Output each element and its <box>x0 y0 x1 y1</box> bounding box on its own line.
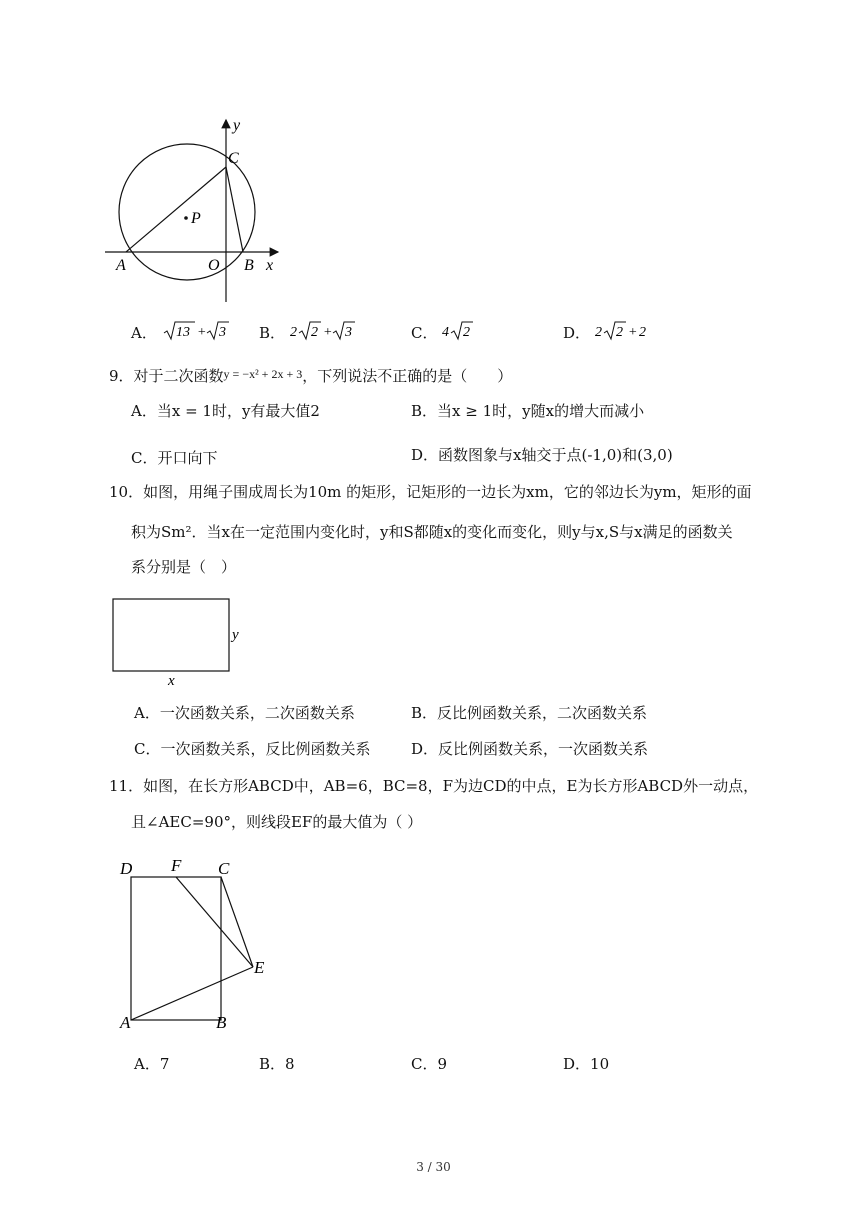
label-b: B <box>244 257 254 274</box>
option-letter: D． <box>563 1055 591 1073</box>
q10-line-1: 10．如图，用绳子围成周长为10m 的矩形，记矩形的一边长为xm，它的邻边长为ym，矩形的面 <box>109 483 752 501</box>
option-text: 反比例函数关系，二次函数关系 <box>437 704 648 722</box>
q10-option-a <box>134 703 355 723</box>
option-text: 10 <box>590 1055 610 1073</box>
q10-option-c <box>134 739 371 759</box>
q11-option-a <box>134 1054 169 1074</box>
option-letter: B． <box>259 1055 286 1073</box>
option-letter: D． <box>411 446 439 464</box>
option-letter: B． <box>259 324 286 342</box>
option-text: 反比例函数关系，一次函数关系 <box>438 740 649 758</box>
svg-text:2: 2 <box>615 325 623 340</box>
option-letter: A． <box>131 324 157 342</box>
svg-text:3: 3 <box>344 325 352 340</box>
q9-option-d <box>411 445 673 465</box>
center-point-p <box>184 216 188 220</box>
svg-text:+: + <box>322 325 333 340</box>
q9-stem <box>109 364 512 386</box>
rectangle <box>113 599 229 671</box>
q8-option-d <box>563 320 655 343</box>
q8-option-a <box>131 320 234 343</box>
q11-line-2: 且∠AEC=90°，则线段EF的最大值为（ ） <box>131 813 423 831</box>
option-letter: B． <box>411 402 438 420</box>
option-letter: D． <box>563 324 591 342</box>
q8-option-c-formula <box>442 320 482 342</box>
label-c: C <box>218 859 230 878</box>
q8-option-b-formula <box>290 320 360 342</box>
label-e: E <box>254 958 265 977</box>
svg-text:2: 2 <box>289 325 297 340</box>
q11-option-d <box>563 1054 609 1074</box>
q8-option-b <box>259 320 360 343</box>
label-a: A <box>116 257 126 274</box>
label-x: x <box>266 257 274 274</box>
label-b: B <box>216 1013 227 1032</box>
segment-ce <box>221 877 253 967</box>
option-letter: D． <box>411 740 439 758</box>
option-text: 开口向下 <box>157 449 218 467</box>
q9-option-a <box>131 401 320 421</box>
label-y: y <box>232 627 239 643</box>
label-y: y <box>233 117 241 134</box>
option-letter: C． <box>134 740 161 758</box>
label-p: P <box>191 210 201 227</box>
q8-figure <box>100 112 290 304</box>
q9-option-b <box>411 401 644 421</box>
label-d: D <box>120 859 133 878</box>
svg-text:3: 3 <box>218 325 226 340</box>
svg-text:4: 4 <box>442 325 450 340</box>
q10-option-d <box>411 739 648 759</box>
option-letter: A． <box>134 1055 160 1073</box>
label-o: O <box>208 257 220 274</box>
segment-ac <box>126 167 226 252</box>
segment-cb <box>226 167 243 252</box>
rectangle-abcd <box>131 877 221 1020</box>
q9-option-c <box>131 448 218 468</box>
option-letter: A． <box>131 402 157 420</box>
option-letter: B． <box>411 704 438 722</box>
option-text: 当x = 1时，y有最大值2 <box>156 402 320 420</box>
q8-option-d-formula <box>595 320 655 342</box>
segment-fe <box>176 877 253 967</box>
q11-line-1: 11．如图，在长方形ABCD中，AB=6，BC=8，F为边CD的中点，E为长方形ABCD外一动点， <box>109 777 759 795</box>
q10-line-3: 系分别是（ ） <box>131 558 237 576</box>
q11-option-c <box>411 1054 447 1074</box>
label-x: x <box>168 673 175 688</box>
label-a: A <box>120 1013 131 1032</box>
q10-line-2: 积为Sm²．当x在一定范围内变化时，y和S都随x的变化而变化，则y与x,S与x满足的函数关 <box>131 523 733 541</box>
svg-text:2: 2 <box>463 325 471 340</box>
option-letter: A． <box>134 704 160 722</box>
q9-suffix: ，下列说法不正确的是（ ） <box>302 367 513 385</box>
option-text: 一次函数关系，二次函数关系 <box>159 704 355 722</box>
svg-text:2: 2 <box>594 325 602 340</box>
svg-text:+: + <box>627 325 638 340</box>
q9-prefix: 9．对于二次函数 <box>109 367 224 385</box>
q11-option-b <box>259 1054 295 1074</box>
option-text: 9 <box>437 1055 448 1073</box>
svg-text:2: 2 <box>638 325 646 340</box>
label-f: F <box>171 856 182 875</box>
q8-option-a-formula <box>162 320 234 342</box>
option-letter: C． <box>131 449 158 467</box>
option-letter: C． <box>411 1055 438 1073</box>
option-text: 8 <box>285 1055 295 1073</box>
option-text: 7 <box>159 1055 170 1073</box>
svg-text:13: 13 <box>175 325 190 340</box>
label-c: C <box>228 150 239 167</box>
segment-ae <box>131 967 253 1020</box>
q10-option-b <box>411 703 647 723</box>
q10-figure <box>105 592 255 688</box>
q9-formula: y = −x² + 2x + 3 <box>223 367 303 381</box>
svg-text:+: + <box>196 325 207 340</box>
page-number: 3 / 30 <box>416 1160 451 1174</box>
q11-figure <box>112 852 282 1034</box>
option-text: 一次函数关系，反比例函数关系 <box>160 740 371 758</box>
option-text: 当x ≥ 1时，y随x的增大而减小 <box>437 402 645 420</box>
option-letter: C． <box>411 324 438 342</box>
svg-text:2: 2 <box>310 325 318 340</box>
q8-option-c <box>411 320 482 343</box>
option-text: 函数图象与x轴交于点(-1,0)和(3,0) <box>438 446 673 464</box>
